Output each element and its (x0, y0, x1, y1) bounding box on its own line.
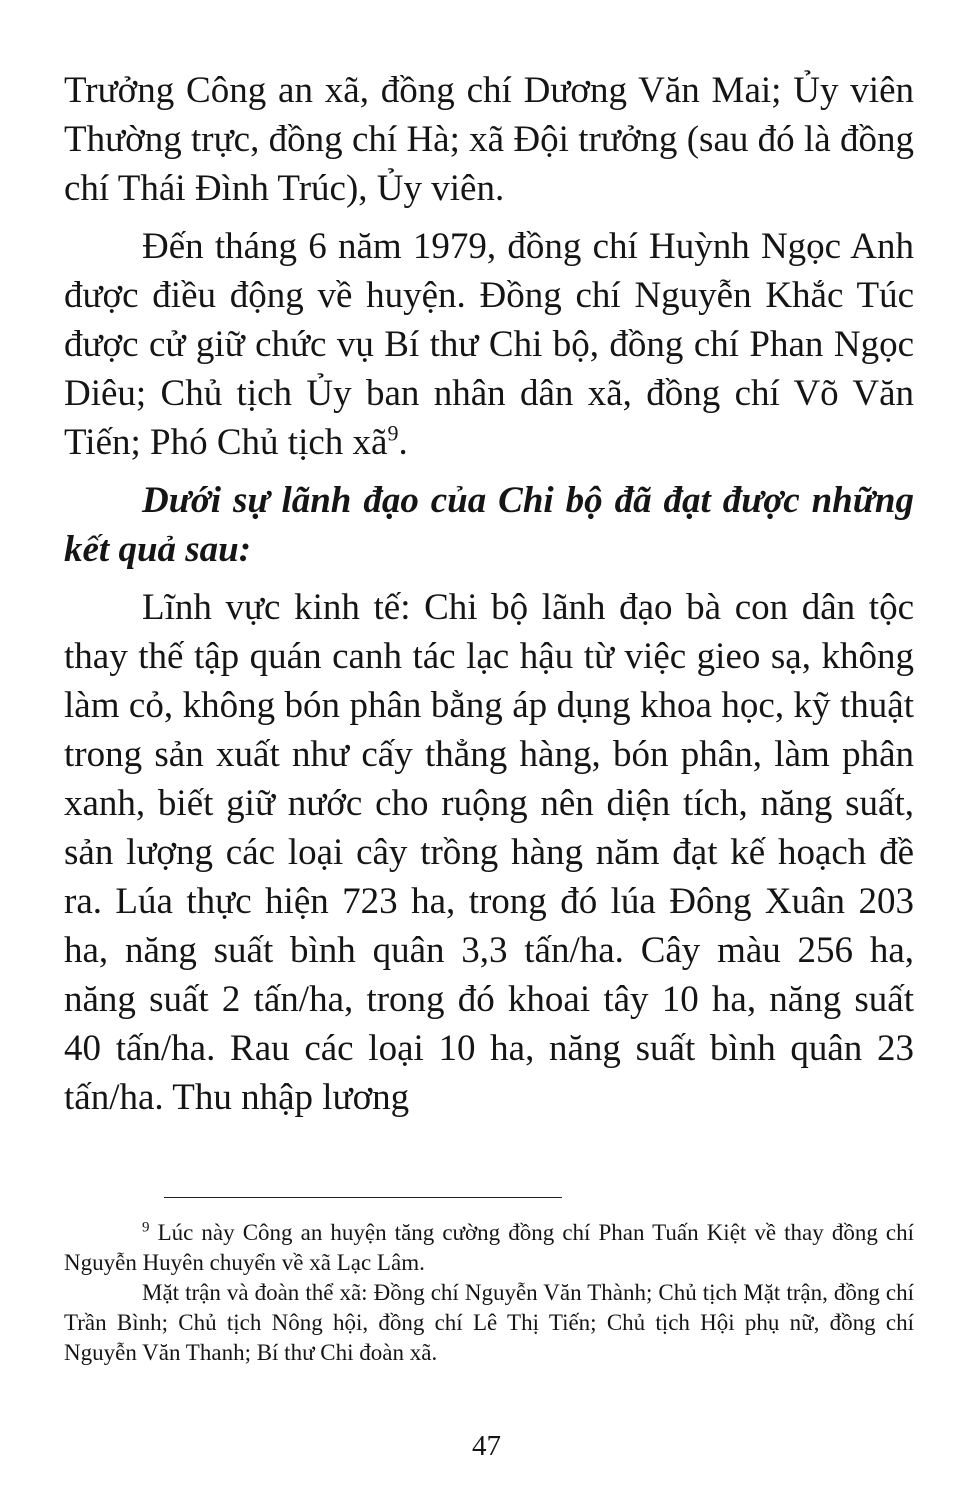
paragraph-leadership-change-text: Đến tháng 6 năm 1979, đồng chí Huỳnh Ngọc Anh được điều động về huyện. Đồng chí Nguyễn Khắc Túc được cử giữ chức vụ Bí thư Chi bộ, đồng chí Phan Ngọc Diêu; Chủ tịch Ủy ban nhân dân xã, đồng chí Võ Văn Tiến; Phó Chủ tịch xã (64, 226, 914, 463)
footnote-9 (64, 1218, 914, 1278)
section-heading: Dưới sự lãnh đạo của Chi bộ đã đạt được những kết quả sau: (64, 480, 914, 570)
footnote-reference[interactable]: 9 (387, 420, 399, 446)
footnote-9-text: Lúc này Công an huyện tăng cường đồng chí Phan Tuấn Kiệt về thay đồng chí Nguyễn Huyên chuyển về xã Lạc Lâm. (64, 1220, 914, 1275)
paragraph-continued: Trưởng Công an xã, đồng chí Dương Văn Mai; Ủy viên Thường trực, đồng chí Hà; xã Đội trưởng (sau đó là đồng chí Thái Đình Trúc), Ủy viên. (64, 70, 914, 209)
paragraph-economy: Lĩnh vực kinh tế: Chi bộ lãnh đạo bà con dân tộc thay thế tập quán canh tác lạc hậu từ việc gieo sạ, không làm cỏ, không bón phân bằng áp dụng khoa học, kỹ thuật trong sản xuất như cấy thẳng hàng, bón phân, làm phân xanh, biết giữ nước cho ruộng nên diện tích, năng suất, sản lượng các loại cây trồng hàng năm đạt kế hoạch đề ra. Lúa thực hiện 723 ha, trong đó lúa Đông Xuân 203 ha, năng suất bình quân 3,3 tấn/ha. Cây màu 256 ha, năng suất 2 tấn/ha, trong đó khoai tây 10 ha, năng suất 40 tấn/ha. Rau các loại 10 ha, năng suất bình quân 23 tấn/ha. Thu nhập lương (64, 587, 914, 1118)
page-body (64, 66, 914, 1122)
footnote-front-organizations: Mặt trận và đoàn thể xã: Đồng chí Nguyễn Văn Thành; Chủ tịch Mặt trận, đồng chí Trần Bình; Chủ tịch Nông hội, đồng chí Lê Thị Tiến; Chủ tịch Hội phụ nữ, đồng chí Nguyễn Văn Thanh; Bí thư Chi đoàn xã. (64, 1280, 914, 1365)
paragraph-leadership-change (64, 222, 914, 467)
footnotes-section (64, 1197, 914, 1368)
paragraph-end-period: . (398, 422, 408, 463)
page-number: 47 (472, 1430, 501, 1462)
footnote-divider (164, 1197, 562, 1198)
footnote-marker: 9 (142, 1219, 150, 1236)
